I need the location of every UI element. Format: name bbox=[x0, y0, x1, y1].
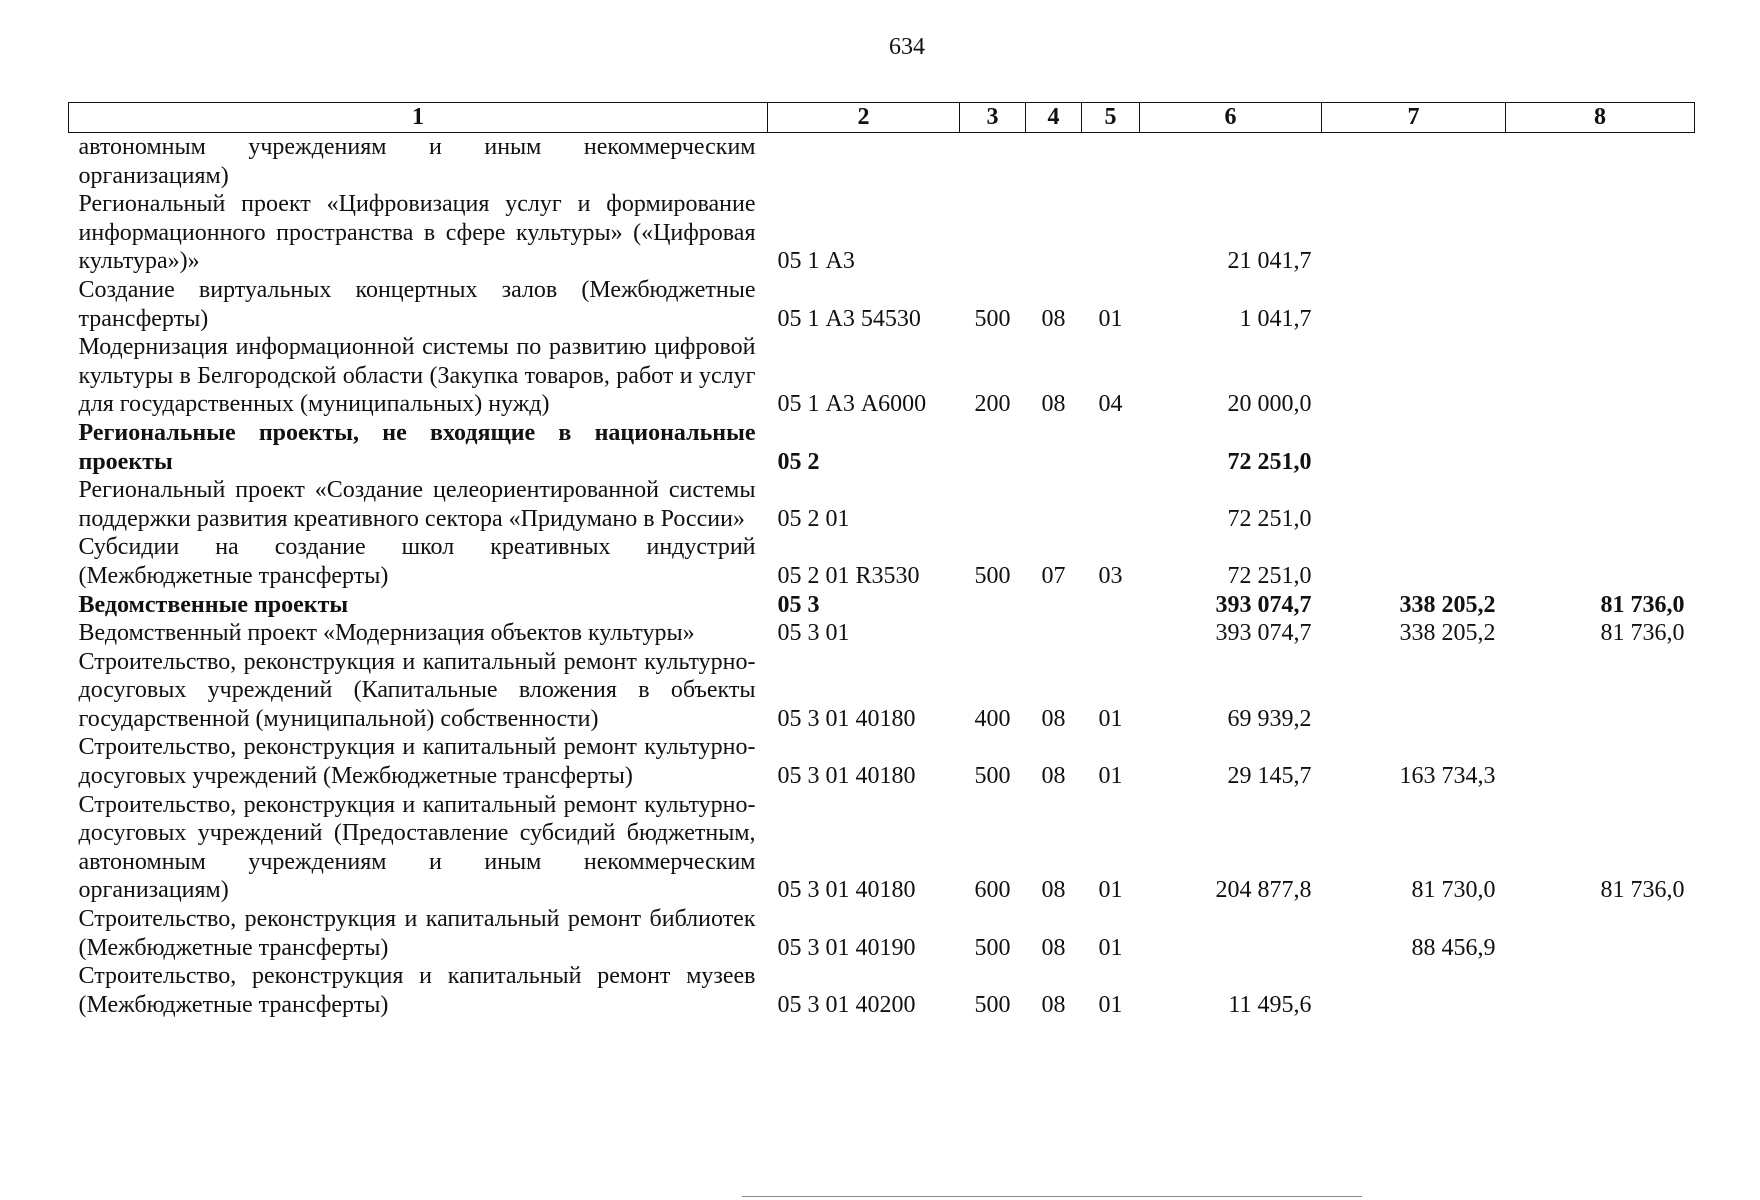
table-row bbox=[69, 962, 1695, 1019]
row-code: 05 3 01 40190 bbox=[777, 934, 916, 961]
row-col3 bbox=[960, 133, 1026, 191]
row-code: 05 1 А3 bbox=[777, 248, 855, 275]
row-col7: 338 205,2 bbox=[1399, 591, 1496, 618]
row-col7 bbox=[1322, 133, 1506, 191]
row-col4: 08 bbox=[1041, 877, 1066, 904]
row-name: Строительство, реконструкция и капитальный ремонт культурно-досуговых учреждений (Межбюджетные трансферты) bbox=[78, 734, 756, 790]
column-header-2: 2 bbox=[768, 103, 960, 133]
row-col8 bbox=[1506, 962, 1695, 1019]
row-col4: 08 bbox=[1041, 391, 1066, 418]
row-col4 bbox=[1026, 133, 1082, 191]
row-col5 bbox=[1082, 619, 1140, 648]
column-header-7: 7 bbox=[1322, 103, 1506, 133]
row-code: 05 3 01 40180 bbox=[777, 705, 916, 732]
row-col6 bbox=[1140, 133, 1322, 191]
row-name: Ведомственные проекты bbox=[78, 591, 349, 618]
row-col4: 08 bbox=[1041, 705, 1066, 732]
row-col4: 07 bbox=[1041, 562, 1066, 589]
row-name: Субсидии на создание школ креативных индустрий (Межбюджетные трансферты) bbox=[78, 534, 756, 589]
table-row bbox=[69, 133, 1695, 191]
row-col5: 01 bbox=[1098, 877, 1123, 904]
row-col8 bbox=[1506, 333, 1695, 419]
row-code: 05 3 bbox=[777, 591, 820, 618]
row-code: 05 3 01 40180 bbox=[777, 877, 916, 904]
row-col3 bbox=[960, 476, 1026, 533]
row-col5: 01 bbox=[1098, 305, 1123, 332]
row-col3: 600 bbox=[974, 877, 1011, 904]
row-col3 bbox=[960, 619, 1026, 648]
row-name: Региональный проект «Создание целеориентированной системы поддержки развития креативного сектора «Придумано в России» bbox=[78, 477, 756, 532]
row-col8 bbox=[1506, 419, 1695, 476]
row-col6: 393 074,7 bbox=[1215, 591, 1312, 618]
row-col7: 163 734,3 bbox=[1399, 763, 1496, 790]
row-col6: 1 041,7 bbox=[1239, 305, 1312, 332]
table-row bbox=[69, 476, 1695, 533]
table-row bbox=[69, 190, 1695, 276]
row-col3: 500 bbox=[974, 934, 1011, 961]
row-code: 05 2 bbox=[777, 448, 820, 475]
column-header-6: 6 bbox=[1140, 103, 1322, 133]
row-col6: 72 251,0 bbox=[1227, 448, 1312, 475]
row-col6: 20 000,0 bbox=[1227, 391, 1312, 418]
row-code: 05 3 01 bbox=[777, 620, 850, 647]
column-header-3: 3 bbox=[960, 103, 1026, 133]
page-number: 634 bbox=[889, 34, 925, 60]
column-header-4: 4 bbox=[1026, 103, 1082, 133]
row-col5 bbox=[1082, 591, 1140, 620]
row-col7 bbox=[1322, 476, 1506, 533]
row-col8: 81 736,0 bbox=[1600, 591, 1685, 618]
row-col7: 88 456,9 bbox=[1411, 934, 1496, 961]
row-col6: 21 041,7 bbox=[1227, 248, 1312, 275]
table-row bbox=[69, 791, 1695, 905]
row-col5: 01 bbox=[1098, 763, 1123, 790]
row-col4: 08 bbox=[1041, 305, 1066, 332]
row-col5: 01 bbox=[1098, 934, 1123, 961]
table-row bbox=[69, 591, 1695, 620]
table-row bbox=[69, 733, 1695, 790]
row-col6: 72 251,0 bbox=[1227, 505, 1312, 532]
table-header-row bbox=[69, 103, 1695, 133]
budget-table bbox=[68, 102, 1695, 1019]
row-name: автономным учреждениям и иным некоммерческим организациям) bbox=[78, 134, 756, 189]
row-col6: 204 877,8 bbox=[1215, 877, 1312, 904]
row-col4 bbox=[1026, 619, 1082, 648]
row-code: 05 3 01 40180 bbox=[777, 763, 916, 790]
row-name: Строительство, реконструкция и капитальный ремонт культурно-досуговых учреждений (Предоставление субсидий бюджетным, автономным учреждениям и иным некоммерческим организациям) bbox=[78, 791, 756, 904]
row-col4 bbox=[1026, 591, 1082, 620]
row-col5: 03 bbox=[1098, 562, 1123, 589]
row-col6 bbox=[1140, 905, 1322, 962]
row-col7 bbox=[1322, 962, 1506, 1019]
table-row bbox=[69, 533, 1695, 590]
row-col3 bbox=[960, 190, 1026, 276]
row-col8 bbox=[1506, 276, 1695, 333]
row-code bbox=[768, 133, 960, 191]
column-header-8: 8 bbox=[1506, 103, 1695, 133]
row-col8 bbox=[1506, 648, 1695, 734]
row-col8 bbox=[1506, 190, 1695, 276]
row-col4 bbox=[1026, 419, 1082, 476]
row-col5 bbox=[1082, 133, 1140, 191]
row-code: 05 2 01 R3530 bbox=[777, 562, 920, 589]
row-col7 bbox=[1322, 419, 1506, 476]
row-col7 bbox=[1322, 648, 1506, 734]
table-row bbox=[69, 276, 1695, 333]
column-header-1: 1 bbox=[69, 103, 768, 133]
row-col5 bbox=[1082, 476, 1140, 533]
row-col3: 500 bbox=[974, 763, 1011, 790]
row-name: Строительство, реконструкция и капитальный ремонт культурно-досуговых учреждений (Капитальные вложения в объекты государственной (муниципальной) собственности) bbox=[78, 648, 756, 732]
row-col3: 500 bbox=[974, 991, 1011, 1018]
row-col8 bbox=[1506, 733, 1695, 790]
table-row bbox=[69, 619, 1695, 648]
row-col3 bbox=[960, 591, 1026, 620]
row-col6: 29 145,7 bbox=[1227, 763, 1312, 790]
row-col8: 81 736,0 bbox=[1600, 877, 1685, 904]
table-row bbox=[69, 648, 1695, 734]
row-name: Региональные проекты, не входящие в национальные проекты bbox=[78, 419, 756, 475]
row-name: Региональный проект «Цифровизация услуг и формирование информационного пространства в сфере культуры» («Цифровая культура»)» bbox=[78, 191, 756, 275]
row-code: 05 3 01 40200 bbox=[777, 991, 916, 1018]
row-col3: 200 bbox=[974, 391, 1011, 418]
row-col7 bbox=[1322, 333, 1506, 419]
row-name: Создание виртуальных концертных залов (Межбюджетные трансферты) bbox=[78, 276, 756, 332]
row-col8: 81 736,0 bbox=[1600, 620, 1685, 647]
row-code: 05 1 А3 54530 bbox=[777, 305, 921, 332]
row-col3: 400 bbox=[974, 705, 1011, 732]
row-col4 bbox=[1026, 476, 1082, 533]
bottom-rule bbox=[742, 1196, 1362, 1197]
row-col7 bbox=[1322, 190, 1506, 276]
row-name: Строительство, реконструкция и капитальный ремонт библиотек (Межбюджетные трансферты) bbox=[78, 906, 756, 961]
row-col3: 500 bbox=[974, 562, 1011, 589]
row-col7: 338 205,2 bbox=[1399, 620, 1496, 647]
row-col4: 08 bbox=[1041, 763, 1066, 790]
table-row bbox=[69, 333, 1695, 419]
row-col8 bbox=[1506, 533, 1695, 590]
row-col8 bbox=[1506, 905, 1695, 962]
row-col5: 01 bbox=[1098, 705, 1123, 732]
row-col4: 08 bbox=[1041, 934, 1066, 961]
row-col6: 69 939,2 bbox=[1227, 705, 1312, 732]
row-col7: 81 730,0 bbox=[1411, 877, 1496, 904]
row-name: Ведомственный проект «Модернизация объектов культуры» bbox=[78, 620, 695, 647]
column-header-5: 5 bbox=[1082, 103, 1140, 133]
row-col6: 72 251,0 bbox=[1227, 562, 1312, 589]
row-name: Строительство, реконструкция и капитальный ремонт музеев (Межбюджетные трансферты) bbox=[78, 963, 756, 1018]
row-col8 bbox=[1506, 476, 1695, 533]
row-col5 bbox=[1082, 419, 1140, 476]
row-col5 bbox=[1082, 190, 1140, 276]
row-col4 bbox=[1026, 190, 1082, 276]
row-col6: 393 074,7 bbox=[1215, 620, 1312, 647]
row-col4: 08 bbox=[1041, 991, 1066, 1018]
table-row bbox=[69, 905, 1695, 962]
table-row bbox=[69, 419, 1695, 476]
row-code: 05 2 01 bbox=[777, 505, 850, 532]
row-col5: 04 bbox=[1098, 391, 1123, 418]
row-name: Модернизация информационной системы по развитию цифровой культуры в Белгородской области (Закупка товаров, работ и услуг для государственных (муниципальных) нужд) bbox=[78, 334, 756, 418]
row-col7 bbox=[1322, 276, 1506, 333]
row-col7 bbox=[1322, 533, 1506, 590]
row-col3 bbox=[960, 419, 1026, 476]
row-col5: 01 bbox=[1098, 991, 1123, 1018]
row-col3: 500 bbox=[974, 305, 1011, 332]
row-col8 bbox=[1506, 133, 1695, 191]
row-col6: 11 495,6 bbox=[1228, 991, 1312, 1018]
row-code: 05 1 А3 А6000 bbox=[777, 391, 927, 418]
